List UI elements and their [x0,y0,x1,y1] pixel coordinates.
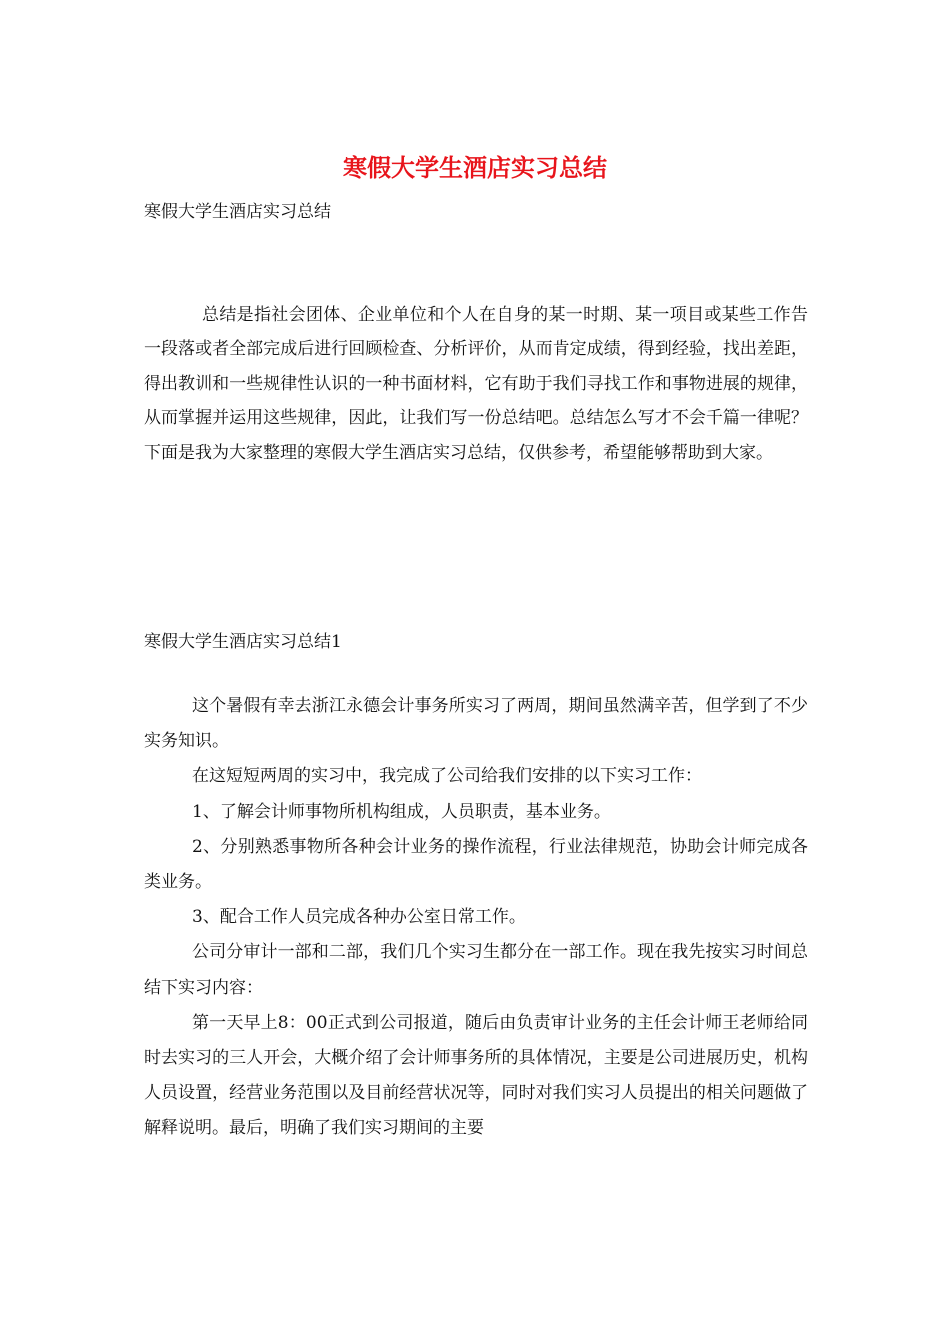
body-paragraph: 在这短短两周的实习中，我完成了公司给我们安排的以下实习工作： [192,766,702,787]
section-heading: 寒假大学生酒店实习总结1 [144,632,342,652]
section-body [144,689,808,1147]
body-paragraph: 公司分审计一部和二部，我们几个实习生都分在一部工作。现在我先按实习时间总结下实习内容： [144,942,808,998]
body-paragraph: 第一天早上8：00正式到公司报道，随后由负责审计业务的主任会计师王老师给同时去实习的三人开会，大概介绍了会计师事务所的具体情况，主要是公司进展历史，机构人员设置，经营业务范围以及目前经营状况等，同时对我们实习人员提出的相关问题做了解释说明。最后，明确了我们实习期间的主要 [144,1012,808,1139]
document-subtitle: 寒假大学生酒店实习总结 [144,202,331,222]
body-paragraph: 这个暑假有幸去浙江永德会计事务所实习了两周，期间虽然满辛苦，但学到了不少实务知识。 [144,696,808,752]
intro-paragraph: 总结是指社会团体、企业单位和个人在自身的某一时期、某一项目或某些工作告一段落或者全部完成后进行回顾检查、分析评价，从而肯定成绩，得到经验，找出差距，得出教训和一些规律性认识的一种书面材料，它有助于我们寻找工作和事物进展的规律，从而掌握并运用这些规律，因此，让我们写一份总结吧。总结怎么写才不会千篇一律呢？下面是我为大家整理的寒假大学生酒店实习总结，仅供参考，希望能够帮助到大家。 [144,305,808,463]
body-paragraph: 3、配合工作人员完成各种办公室日常工作。 [192,907,526,928]
body-paragraph: 1、了解会计师事物所机构组成，人员职责，基本业务。 [192,801,611,822]
document-title: 寒假大学生酒店实习总结 [343,153,607,182]
body-paragraph: 2、分别熟悉事物所各种会计业务的操作流程，行业法律规范，协助会计师完成各类业务。 [144,836,808,893]
